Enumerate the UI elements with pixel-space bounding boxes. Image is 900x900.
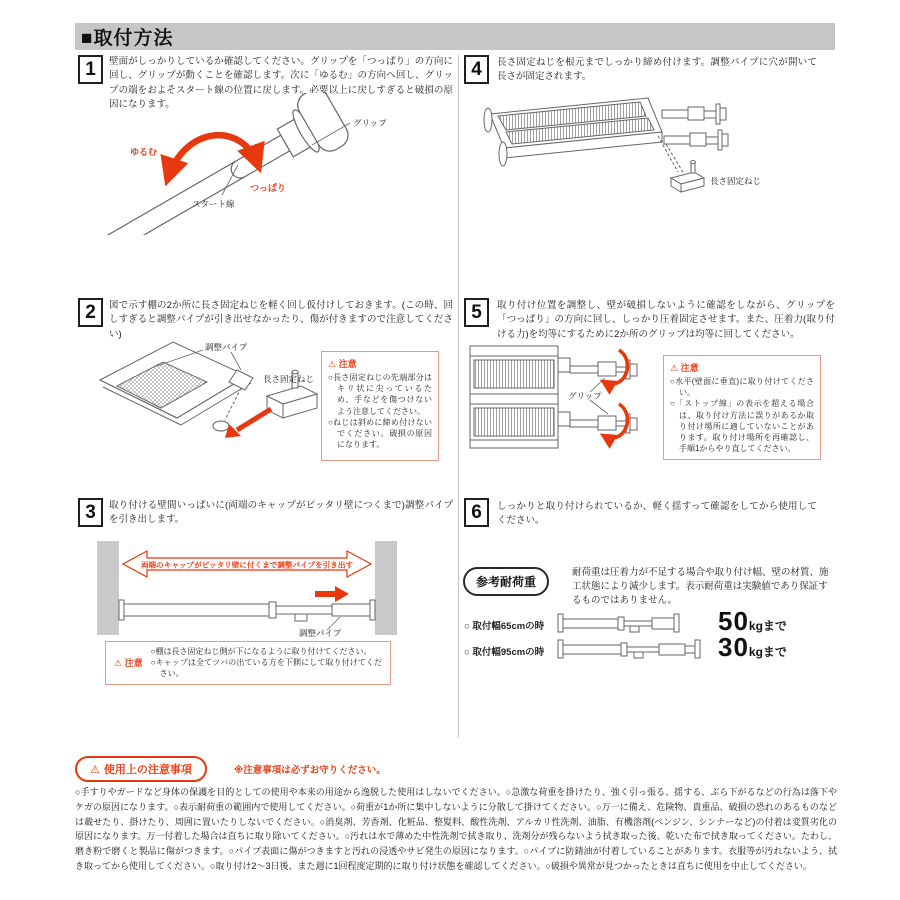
left-wall <box>97 541 119 635</box>
step3-caution-item: ○キャップは全てツバの出ている方を下側にして取り付けてください。 <box>150 658 382 679</box>
step5-caution-title-text: 注意 <box>680 363 699 373</box>
load-row-condition: ○ 取付幅95cmの時 <box>464 647 545 658</box>
step2-illustration <box>95 336 320 471</box>
step3-number-label: 3 <box>85 501 96 523</box>
step2-pipe-label: 調整パイプ <box>205 342 248 352</box>
step5-number-label: 5 <box>471 301 482 323</box>
step5-grip-label: グリップ <box>568 391 602 401</box>
step5-caution-box <box>663 355 821 460</box>
step2-caution-title <box>328 357 432 370</box>
usage-notes-subtitle: ※注意事項は必ずお守りください。 <box>234 765 386 776</box>
usage-notes-body: ○手すりやガードなど身体の保護を目的としての使用や本来の用途から逸脱した使用はしないでください。○急激な荷重を掛けたり、強く引っ張る、揺する、ぶら下がるなどの行為は落下やケガの原因になります。○表示耐荷重の範囲内で使用してください。○荷重が1か所に集中しないように分散して掛けてください。○万一に備え、危険物、貴重品、破損の恐れのあるものなどは載せたり、掛けたり、周囲に置いたりしないでください。○消臭剤、芳香剤、化粧品、整髪料、酸性洗剤、アルカリ性洗剤、油脂、有機溶剤(ベンジン、シンナーなど)の付着は変質劣化の原因になります。万一付着した場合は直ちに取り除いてください。○汚れは水で薄めた中性洗剤で拭き取り、洗剤分が残らないよう拭き取った後、乾いた布で拭き取ってください。たわし、磨き粉で磨くと製品に傷がつきます。○パイプ表面に傷がつきますと汚れの浸透やサビ発生の原因になります。○パイプに防錆油が付着していることがあります。衣服等が汚れないよう、拭き取ってから使用してください。○取り付け2〜3日後、また週に1回程度定期的に取り付け状態を確認してください。○破損や異常が見つかったときは直ちに使用を中止してください。 <box>75 787 837 871</box>
step2-caution-item: ○ねじは斜めに締め付けないでください。破損の原因になります。 <box>328 417 432 450</box>
step4-number <box>464 55 489 84</box>
step2-caution-item: ○長さ固定ねじの先端部分はキリ状に尖っているため、手などを傷つけないよう注意してください。 <box>328 373 432 416</box>
warning-icon: ⚠ <box>670 363 679 373</box>
load-value-unit: kgまで <box>748 619 787 633</box>
step3-caution-items <box>151 646 382 680</box>
load-value-number: 30 <box>718 632 749 662</box>
step1-loosen-label: ゆるむ <box>130 147 158 157</box>
step2-caution-box <box>321 351 439 461</box>
rod-65cm-illustration <box>556 613 686 634</box>
step3-banner-text: 両端のキャップがピッタリ壁に付くまで調整パイプを引き出す <box>140 560 354 570</box>
step5-caution-title <box>670 361 814 374</box>
usage-notes-title-text: 使用上の注意事項 <box>103 764 192 776</box>
step1-text: 壁面がしっかりしているか確認してください。グリップを「つっぱり」の方向に回し、グリップが動くことを確認します。次に「ゆるむ」の方向へ回し、グリップの端をおよそスタート線の位置に戻します。必要以上に戻しすぎると破損の原因になります。 <box>109 56 453 110</box>
step1-number <box>78 55 103 84</box>
step1-number-label: 1 <box>85 58 96 80</box>
step2-caution-title-text: 注意 <box>338 359 357 369</box>
usage-notes-title <box>75 756 207 782</box>
step3-caution-title-text: 注意 <box>124 658 143 669</box>
step5-number <box>464 298 489 327</box>
step3-caution-item: ○棚は長さ固定ねじ側が下になるように取り付けてください。 <box>150 647 372 656</box>
step2-number <box>78 298 103 327</box>
rod-95cm-illustration <box>556 639 706 660</box>
step1-tighten-label: つっぱり <box>250 183 286 193</box>
right-wall <box>375 541 397 635</box>
step4-illustration <box>478 92 813 232</box>
step5-text: 取り付け位置を調整し、壁が破損しないように確認をしながら、グリップを「つっぱり」の方向に回し、しっかり圧着固定させます。また、圧着力(取り付ける力)を均等にするために2か所のグリップは均等に回してください。 <box>497 300 835 340</box>
step4-text: 長さ固定ねじを根元までしっかり締め付けます。調整パイプに穴が開いて長さが固定されます。 <box>497 57 817 83</box>
step2-text: 図で示す棚の2か所に長さ固定ねじを軽く回し仮付けしておきます。(この時、回しすぎると調整パイプが引き出せなかったり、傷が付きますので注意してください) <box>109 300 453 340</box>
step1-grip-label: グリップ <box>353 118 387 128</box>
warning-icon: ⚠ <box>328 359 337 369</box>
step2-screw-label: 長さ固定ねじ <box>263 374 315 384</box>
step3-caution-title <box>114 656 143 669</box>
load-reference-description: 耐荷重は圧着力が不足する場合や取り付け幅、壁の材質、施工状態により減少します。表示耐荷重は実験値であり保証するものではありません。 <box>572 567 829 606</box>
step3-number <box>78 498 103 527</box>
step3-pipe-label: 調整パイプ <box>299 628 342 638</box>
section-header <box>75 23 835 50</box>
step6-text: しっかりと取り付けられているか、軽く揺すって確認をしてから使用してください。 <box>497 501 817 527</box>
step1-startline-label: スタート線 <box>192 199 235 209</box>
load-value-number: 50 <box>718 606 749 636</box>
step6-number <box>464 498 489 527</box>
step3-illustration <box>97 538 397 638</box>
warning-icon: ⚠ <box>114 658 123 669</box>
step4-screw-label: 長さ固定ねじ <box>710 176 762 186</box>
step5-caution-item: ○水平(壁面に垂直)に取り付けてください。 <box>670 377 814 398</box>
column-divider <box>458 55 459 737</box>
step2-number-label: 2 <box>85 301 96 323</box>
pull-arrow-icon <box>315 586 349 602</box>
step5-illustration <box>468 342 663 477</box>
step6-number-label: 6 <box>471 501 482 523</box>
load-reference-label: 参考耐荷重 <box>463 567 549 596</box>
step5-caution-item: ○「ストップ線」の表示を超える場合は、取り付け方法に誤りがあるか取り付け場所に適していないことがあります。取り付け場所を再確認し、手順1からやり直してください。 <box>670 399 814 454</box>
warning-icon: ⚠ <box>90 763 100 776</box>
step1-illustration <box>100 93 450 235</box>
step3-text: 取り付ける壁間いっぱいに(両端のキャップがピッタリ壁につくまで)調整パイプを引き出します。 <box>109 500 453 526</box>
page-title: ■取付方法 <box>81 28 174 49</box>
step3-caution-box <box>105 641 391 685</box>
step4-number-label: 4 <box>471 58 482 80</box>
load-row-condition: ○ 取付幅65cmの時 <box>464 621 545 632</box>
load-value-unit: kgまで <box>748 645 787 659</box>
load-row-value <box>718 632 787 663</box>
